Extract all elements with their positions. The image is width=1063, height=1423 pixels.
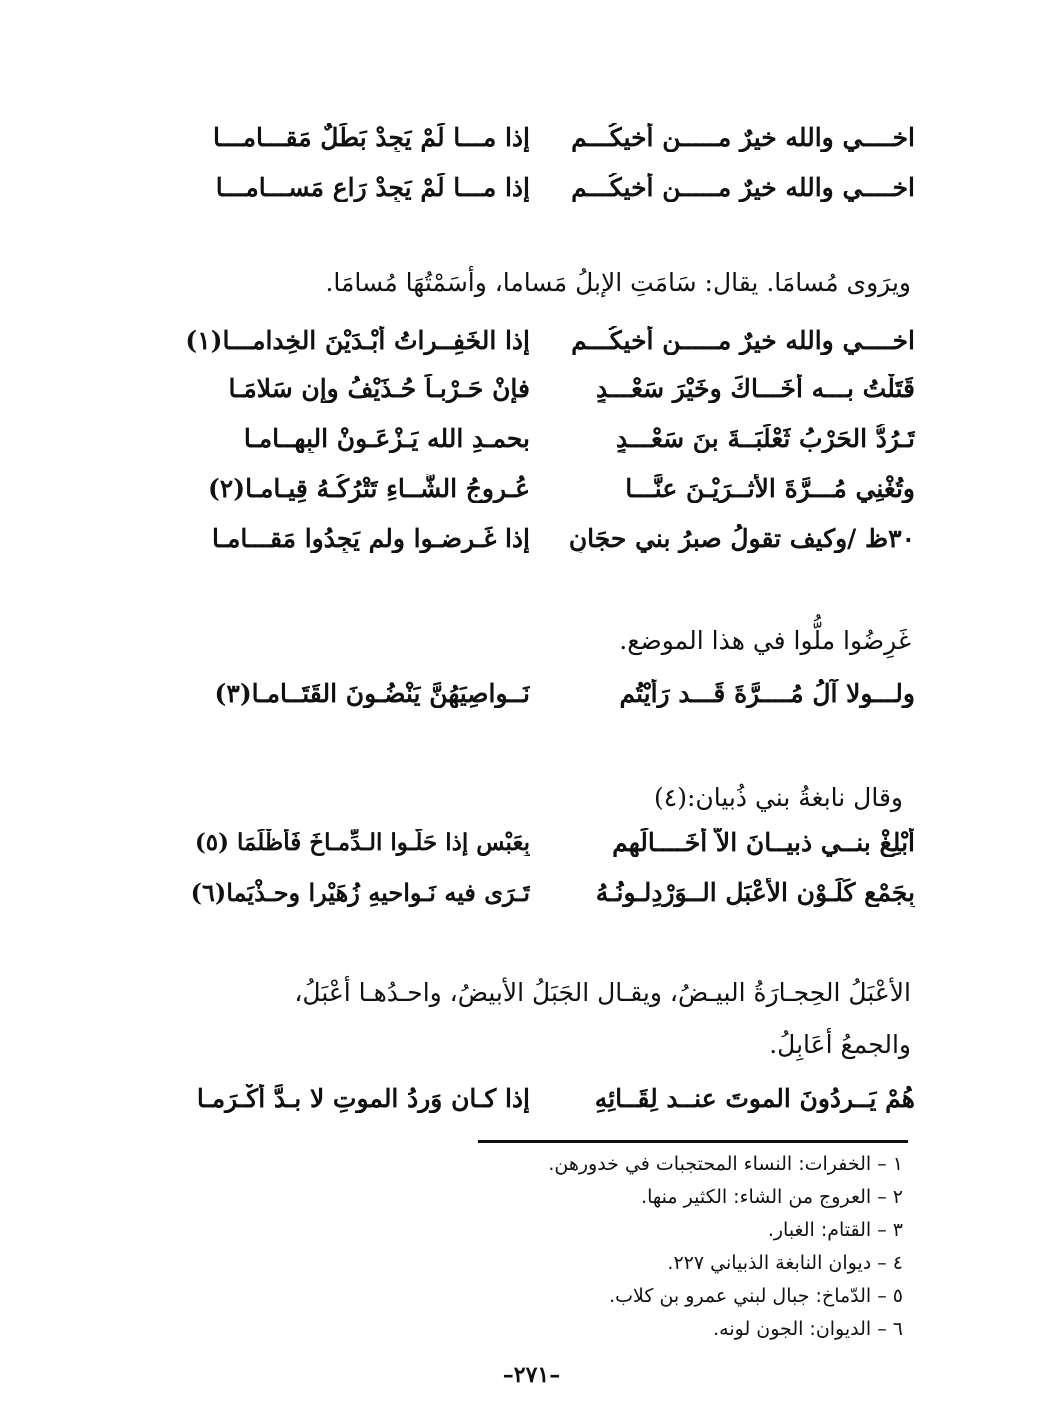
verse-second-hemistich: إذا غَـرِضـوا ولم يَجِدُوا مَقـــامـا [212, 523, 530, 553]
verse-line [185, 115, 915, 159]
footnote: ٦ – الديوان: الجون لونه. [713, 1318, 903, 1340]
footnote: ٣ – القتام: الغبار. [767, 1219, 903, 1241]
prose-paragraph: ويرَوى مُسامَا. يقال: سَامَتِ الإبلُ مَساما، وأسَمْتُهَا مُسامَا. [325, 268, 911, 297]
verse-second-hemistich: نَــواصِيَهُنَّ يَنْضُـونَ القَتَــامـا(٣) [214, 678, 530, 708]
verse-first-hemistich: ٣٠ظ /وكيف تقولُ صبرُ بني حجَانٍ [568, 523, 915, 553]
verse-first-hemistich: اخــــي والله خيرٌ مـــــن أخيكُـــم [571, 325, 915, 355]
footnote: ٢ – العروج من الشاء: الكثير منها. [641, 1186, 903, 1208]
verse-first-hemistich: تَـرُدُّ الحَرْبُ ثَعْلَبَــةَ بنَ سَعْـــدٍ [615, 423, 915, 453]
verse-first-hemistich: اخــــي والله خيرٌ مـــــن أخيكُـــم [571, 172, 915, 202]
footnote-divider [478, 1140, 908, 1143]
verse-line [185, 416, 915, 460]
verse-second-hemistich: بِعَبْسٍ إذا حَلُّـوا الـدِّمـاخَ فَأظْلَمَا (٥) [194, 828, 530, 856]
verse-first-hemistich: ولـــولا آلُ مُــــرَّةَ قَـــد رَأَيْتُم [619, 678, 915, 708]
verse-second-hemistich: تَـرَى فيه نَـواحيهِ زُهَيْرا وحـذْيَما(٦) [190, 877, 530, 907]
verse-line [185, 671, 915, 715]
verse-second-hemistich: بحمـدِ الله يَـزْعَـونْ البِهــامـا [243, 423, 530, 453]
verse-line [185, 820, 915, 864]
verse-first-hemistich: هُمْ يَــرِدُونَ الموتَ عنــد لِقَــائِهِ [594, 1083, 915, 1113]
verse-second-hemistich: فإنْ حَـرْبـاً حُـذَيْفُ وإن سَلامَـا [228, 373, 530, 403]
verse-line [185, 516, 915, 560]
verse-second-hemistich: إذا كـان وَردُ الموتِ لا بـدَّ أكْـرَمـا [196, 1083, 530, 1113]
verse-line [185, 318, 915, 362]
prose-paragraph: والجمعُ أعَابِلُ. [769, 1030, 911, 1059]
verse-first-hemistich: وتُغْنِي مُـــرَّةَ الأثــرَيْـنَ عنَّـــا [625, 473, 915, 503]
verse-second-hemistich: إذا الخَفِــراتُ أبْـدَيْنَ الخِدامـــا(١) [185, 325, 530, 355]
prose-paragraph: غَرِضُوا ملُّوا في هذا الموضع. [619, 626, 911, 655]
verse-first-hemistich: بِجَمْعٍ كَلَـوْنِ الأعْبَلِ الــوَرْدِلـونُـهُ [595, 877, 915, 907]
verse-line [185, 1076, 915, 1120]
prose-paragraph: الأعْبَلُ الحِجـارَةُ البيـضُ، ويقـال الجَبَلُ الأبيضُ، واحـدُهـا أعْبَلُ، [294, 978, 911, 1007]
verse-line [185, 870, 915, 914]
verse-second-hemistich: عُـروجُ الشَّــاءِ تَتْرُكُـهُ قِيـامـا(٢) [207, 473, 530, 503]
verse-first-hemistich: اخــــي والله خيرٌ مـــــن أخيكُـــم [571, 122, 915, 152]
prose-paragraph: وقال نابغةُ بني ذُبيان:(٤) [654, 783, 903, 812]
page-number: –٢٧١– [502, 1362, 561, 1388]
verse-line [185, 165, 915, 209]
verse-second-hemistich: إذا مـــا لَمْ يَجِدْ رَاعٍ مَســـامـــا [215, 172, 530, 202]
footnote: ٥ – الدّماخ: جبال لبني عمرو بن كلاب. [609, 1285, 903, 1307]
verse-first-hemistich: أبْلِغْ بنــي ذبيــانَ الاَّ أخَــــالَهم [612, 827, 915, 857]
verse-first-hemistich: قَتَلْتُ بـــه أخَـــاكَ وخَيْرَ سَعْـــدٍ [595, 373, 915, 403]
verse-second-hemistich: إذا مـــا لَمْ يَجِدْ بَطَلٌ مَقـــامـــا [212, 122, 530, 152]
footnote: ١ – الخفرات: النساء المحتجبات في خدورهن. [548, 1153, 903, 1175]
verse-line [185, 366, 915, 410]
verse-line [185, 466, 915, 510]
footnote: ٤ – ديوان النابغة الذبياني ٢٢٧. [667, 1252, 903, 1274]
